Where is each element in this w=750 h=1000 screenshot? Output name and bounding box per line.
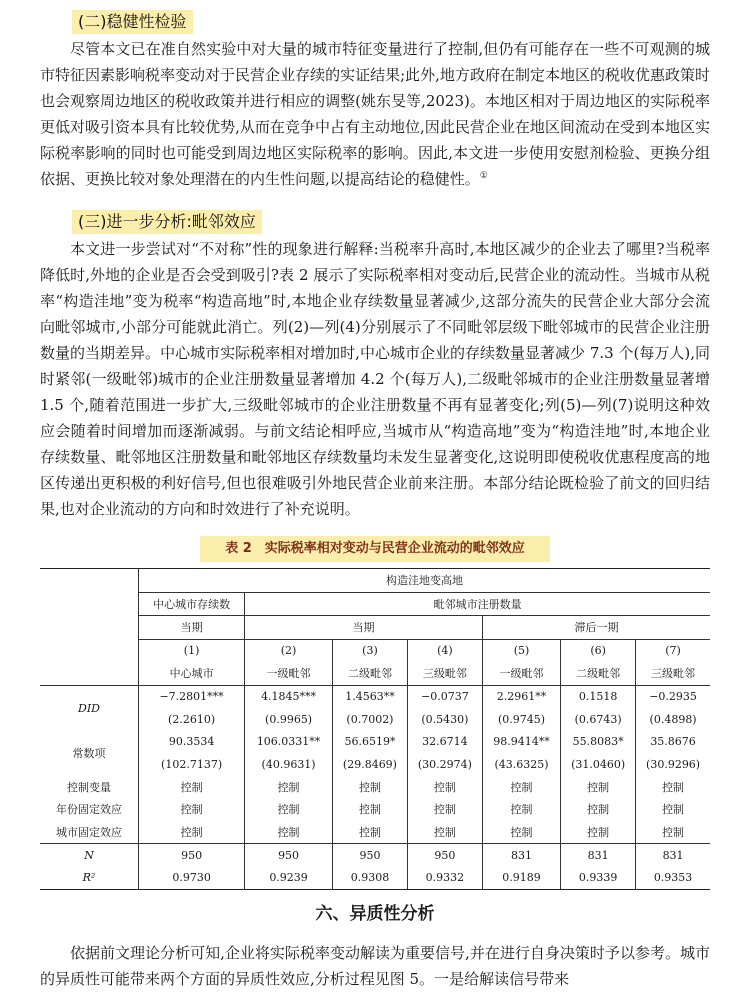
stat-cell: 831 <box>636 844 710 867</box>
stat-cell: 831 <box>482 844 560 867</box>
row-label-r2: R² <box>40 867 139 890</box>
se-cell: (0.9745) <box>482 708 560 731</box>
control-cell: 控制 <box>245 776 333 799</box>
se-cell: (0.7002) <box>332 708 407 731</box>
control-cell: 控制 <box>139 776 245 799</box>
stat-cell: 950 <box>139 844 245 867</box>
coef-cell: 98.9414** <box>482 731 560 754</box>
coef-cell: 0.1518 <box>561 685 636 708</box>
se-cell: (0.9965) <box>245 708 333 731</box>
control-cell: 控制 <box>407 776 482 799</box>
stat-cell: 950 <box>245 844 333 867</box>
regression-table <box>40 568 710 890</box>
coef-cell: −0.0737 <box>407 685 482 708</box>
control-cell: 控制 <box>482 776 560 799</box>
control-cell: 控制 <box>561 821 636 844</box>
period-current-b: 当期 <box>245 616 483 640</box>
col-name: 一级毗邻 <box>482 662 560 685</box>
col-name: 二级毗邻 <box>561 662 636 685</box>
chapter-paragraph: 依据前文理论分析可知,企业将实际税率变动解读为重要信号,并在进行自身决策时予以参考。城市的异质性可能带来两个方面的异质性效应,分析过程见图 5。一是给解读信号带来 <box>40 944 710 988</box>
control-cell: 控制 <box>332 776 407 799</box>
subheader-center-city: 中心城市存续数 <box>139 592 245 616</box>
control-cell: 控制 <box>561 798 636 821</box>
section-heading-further-analysis: (三)进一步分析:毗邻效应 <box>72 210 262 234</box>
period-lag: 滞后一期 <box>482 616 710 640</box>
stat-cell: 950 <box>332 844 407 867</box>
row-label-city-fe: 城市固定效应 <box>40 821 139 844</box>
col-name: 三级毗邻 <box>407 662 482 685</box>
col-name: 中心城市 <box>139 662 245 685</box>
table-caption: 表 2 实际税率相对变动与民营企业流动的毗邻效应 <box>200 536 550 562</box>
col-number: (6) <box>561 639 636 662</box>
footnote-marker[interactable]: ① <box>479 171 488 181</box>
control-cell: 控制 <box>245 798 333 821</box>
coef-cell: 90.3534 <box>139 731 245 754</box>
col-number: (3) <box>332 639 407 662</box>
further-analysis-paragraph: 本文进一步尝试对“不对称”性的现象进行解释:当税率升高时,本地区减少的企业去了哪里?当税率降低时,外地的企业是否会受到吸引?表 2 展示了实际税率相对变动后,民营企业的流动性。当城市从税率“构造洼地”变为税率“构造高地”时,本地企业存续数量显著减少,这部分流失的民营企业大部分会流向毗邻城市,小部分可能就此消亡。列(2)—列(4)分别展示了不同毗邻层级下毗邻城市的民营企业注册数量的当期差异。中心城市实际税率相对增加时,中心城市企业的存续数量显著减少 7.3 个(每万人),同时紧邻(一级毗邻)城市的企业注册数量显著增加 4.2 个(每万人),二级毗邻城市的企业注册数量显著增 1.5 个,随着范围进一步扩大,三级毗邻城市的企业注册数量不再有显著变化;列(5)—列(7)说明这种效应会随着时间增加而逐渐减弱。与前文结论相呼应,当城市从“构造高地”变为“构造洼地”时,本地企业存续数量、毗邻地区注册数量和毗邻地区存续数量均未发生显著变化,这说明即使税收优惠程度高的地区传递出更积极的利好信号,但也很难吸引外地民营企业前来注册。本部分结论既检验了前文的回归结果,也对企业流动的方向和时效进行了补充说明。 <box>40 240 710 518</box>
control-cell: 控制 <box>636 798 710 821</box>
se-cell: (29.8469) <box>332 753 407 776</box>
coef-cell: 55.8083* <box>561 731 636 754</box>
col-number: (1) <box>139 639 245 662</box>
control-cell: 控制 <box>636 821 710 844</box>
stat-cell: 831 <box>561 844 636 867</box>
subheader-neighbor-city: 毗邻城市注册数量 <box>245 592 710 616</box>
control-cell: 控制 <box>482 798 560 821</box>
control-cell: 控制 <box>407 798 482 821</box>
stat-cell: 0.9189 <box>482 867 560 890</box>
stat-cell: 0.9339 <box>561 867 636 890</box>
coef-cell: 1.4563** <box>332 685 407 708</box>
col-number: (5) <box>482 639 560 662</box>
stat-cell: 0.9239 <box>245 867 333 890</box>
control-cell: 控制 <box>139 821 245 844</box>
stat-cell: 0.9730 <box>139 867 245 890</box>
coef-cell: −7.2801*** <box>139 685 245 708</box>
stat-cell: 0.9308 <box>332 867 407 890</box>
se-cell: (31.0460) <box>561 753 636 776</box>
row-label-controls: 控制变量 <box>67 780 111 794</box>
control-cell: 控制 <box>636 776 710 799</box>
robustness-text: 尽管本文已在准自然实验中对大量的城市特征变量进行了控制,但仍有可能存在一些不可观测的城市特征因素影响税率变动对于民营企业存续的实证结果;此外,地方政府在制定本地区的税收优惠政策时也会观察周边地区的税收政策并进行相应的调整(姚东旻等,2023)。本地区相对于周边地区的实际税率更低对吸引资本具有比较优势,从而在竞争中占有主动地位,因此民营企业在地区间流动在受到本地区实际税率影响的同时也可能受到周边地区实际税率的影响。因此,本文进一步使用安慰剂检验、更换分组依据、更换比较对象处理潜在的内生性问题,以提高结论的稳健性。 <box>40 40 710 188</box>
control-cell: 控制 <box>332 798 407 821</box>
col-name: 二级毗邻 <box>332 662 407 685</box>
stat-cell: 950 <box>407 844 482 867</box>
coef-cell: 32.6714 <box>407 731 482 754</box>
coef-cell: 106.0331** <box>245 731 333 754</box>
row-label-constant: 常数项 <box>72 747 106 760</box>
stat-cell: 0.9353 <box>636 867 710 890</box>
col-name: 一级毗邻 <box>245 662 333 685</box>
row-label-n: N <box>84 848 94 862</box>
se-cell: (102.7137) <box>139 753 245 776</box>
control-cell: 控制 <box>482 821 560 844</box>
col-number: (7) <box>636 639 710 662</box>
coef-cell: −0.2935 <box>636 685 710 708</box>
control-cell: 控制 <box>407 821 482 844</box>
col-number: (2) <box>245 639 333 662</box>
period-current-a: 当期 <box>139 616 245 640</box>
row-label-did: DID <box>78 701 100 715</box>
col-name: 三级毗邻 <box>636 662 710 685</box>
control-cell: 控制 <box>245 821 333 844</box>
chapter-heading: 六、异质性分析 <box>315 904 435 924</box>
se-cell: (2.2610) <box>139 708 245 731</box>
section-heading-robustness: (二)稳健性检验 <box>72 10 193 34</box>
group-header: 构造洼地变高地 <box>139 569 711 593</box>
control-cell: 控制 <box>561 776 636 799</box>
robustness-paragraph <box>40 36 710 192</box>
coef-cell: 56.6519* <box>332 731 407 754</box>
se-cell: (0.5430) <box>407 708 482 731</box>
se-cell: (0.6743) <box>561 708 636 731</box>
se-cell: (30.9296) <box>636 753 710 776</box>
control-cell: 控制 <box>332 821 407 844</box>
se-cell: (40.9631) <box>245 753 333 776</box>
coef-cell: 35.8676 <box>636 731 710 754</box>
stat-cell: 0.9332 <box>407 867 482 890</box>
coef-cell: 4.1845*** <box>245 685 333 708</box>
se-cell: (0.4898) <box>636 708 710 731</box>
control-cell: 控制 <box>139 798 245 821</box>
coef-cell: 2.2961** <box>482 685 560 708</box>
col-number: (4) <box>407 639 482 662</box>
row-label-year-fe: 年份固定效应 <box>56 803 122 817</box>
se-cell: (43.6325) <box>482 753 560 776</box>
se-cell: (30.2974) <box>407 753 482 776</box>
